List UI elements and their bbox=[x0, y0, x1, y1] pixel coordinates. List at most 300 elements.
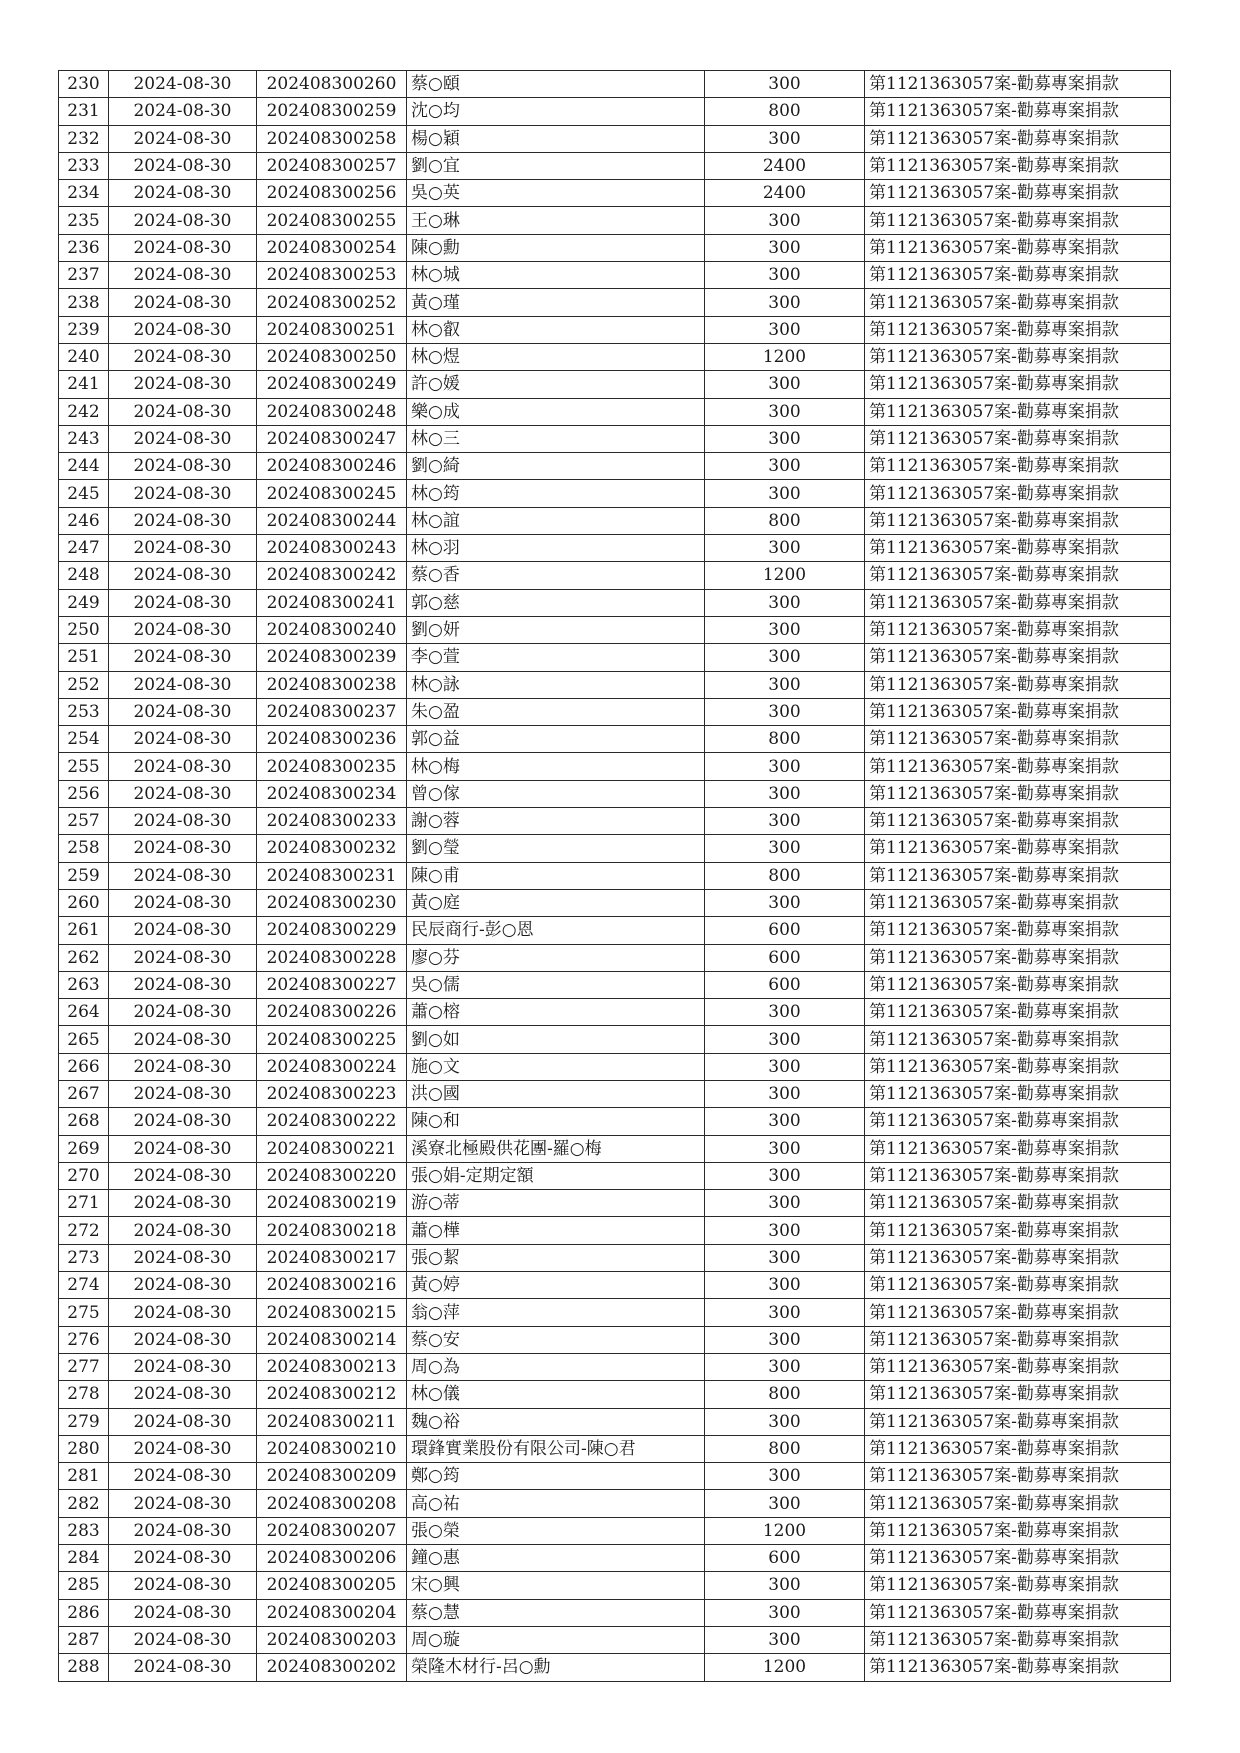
donation-purpose: 第1121363057案-勸募專案捐款 bbox=[865, 1517, 1171, 1544]
row-number: 240 bbox=[59, 343, 109, 370]
row-number: 275 bbox=[59, 1299, 109, 1326]
donation-amount: 600 bbox=[705, 917, 865, 944]
row-number: 232 bbox=[59, 125, 109, 152]
table-row bbox=[59, 1463, 1171, 1490]
donor-name: 郭○慈 bbox=[407, 589, 705, 616]
receipt-number: 202408300241 bbox=[257, 589, 407, 616]
donation-amount: 1200 bbox=[705, 343, 865, 370]
donation-amount: 600 bbox=[705, 1545, 865, 1572]
table-row bbox=[59, 726, 1171, 753]
donation-date: 2024-08-30 bbox=[109, 1135, 257, 1162]
receipt-number: 202408300234 bbox=[257, 780, 407, 807]
row-number: 286 bbox=[59, 1599, 109, 1626]
donation-date: 2024-08-30 bbox=[109, 289, 257, 316]
donation-purpose: 第1121363057案-勸募專案捐款 bbox=[865, 398, 1171, 425]
donation-purpose: 第1121363057案-勸募專案捐款 bbox=[865, 780, 1171, 807]
row-number: 239 bbox=[59, 316, 109, 343]
donor-name: 林○城 bbox=[407, 262, 705, 289]
donation-date: 2024-08-30 bbox=[109, 999, 257, 1026]
donation-date: 2024-08-30 bbox=[109, 589, 257, 616]
table-row bbox=[59, 1353, 1171, 1380]
donation-date: 2024-08-30 bbox=[109, 644, 257, 671]
donation-date: 2024-08-30 bbox=[109, 753, 257, 780]
donation-amount: 1200 bbox=[705, 1517, 865, 1544]
table-row bbox=[59, 398, 1171, 425]
donor-name: 王○琳 bbox=[407, 207, 705, 234]
donation-purpose: 第1121363057案-勸募專案捐款 bbox=[865, 589, 1171, 616]
donation-date: 2024-08-30 bbox=[109, 1599, 257, 1626]
receipt-number: 202408300233 bbox=[257, 808, 407, 835]
donation-amount: 300 bbox=[705, 1108, 865, 1135]
row-number: 270 bbox=[59, 1162, 109, 1189]
donation-date: 2024-08-30 bbox=[109, 780, 257, 807]
table-row bbox=[59, 1053, 1171, 1080]
table-row bbox=[59, 589, 1171, 616]
row-number: 274 bbox=[59, 1272, 109, 1299]
row-number: 257 bbox=[59, 808, 109, 835]
receipt-number: 202408300259 bbox=[257, 98, 407, 125]
donation-date: 2024-08-30 bbox=[109, 698, 257, 725]
table-row bbox=[59, 125, 1171, 152]
table-row bbox=[59, 425, 1171, 452]
donation-date: 2024-08-30 bbox=[109, 671, 257, 698]
receipt-number: 202408300256 bbox=[257, 180, 407, 207]
donor-name: 林○叡 bbox=[407, 316, 705, 343]
donation-purpose: 第1121363057案-勸募專案捐款 bbox=[865, 1244, 1171, 1271]
donor-name: 林○詠 bbox=[407, 671, 705, 698]
receipt-number: 202408300205 bbox=[257, 1572, 407, 1599]
donor-name: 魏○裕 bbox=[407, 1408, 705, 1435]
donor-name: 蔡○香 bbox=[407, 562, 705, 589]
donation-amount: 300 bbox=[705, 234, 865, 261]
donation-date: 2024-08-30 bbox=[109, 562, 257, 589]
donation-amount: 300 bbox=[705, 453, 865, 480]
donation-date: 2024-08-30 bbox=[109, 262, 257, 289]
donation-purpose: 第1121363057案-勸募專案捐款 bbox=[865, 371, 1171, 398]
row-number: 287 bbox=[59, 1626, 109, 1653]
table-row bbox=[59, 234, 1171, 261]
donation-purpose: 第1121363057案-勸募專案捐款 bbox=[865, 753, 1171, 780]
receipt-number: 202408300232 bbox=[257, 835, 407, 862]
row-number: 234 bbox=[59, 180, 109, 207]
table-row bbox=[59, 1108, 1171, 1135]
donation-date: 2024-08-30 bbox=[109, 835, 257, 862]
receipt-number: 202408300222 bbox=[257, 1108, 407, 1135]
donor-name: 陳○和 bbox=[407, 1108, 705, 1135]
donation-amount: 300 bbox=[705, 1353, 865, 1380]
donation-amount: 300 bbox=[705, 1626, 865, 1653]
table-row bbox=[59, 917, 1171, 944]
table-row bbox=[59, 971, 1171, 998]
donation-purpose: 第1121363057案-勸募專案捐款 bbox=[865, 125, 1171, 152]
receipt-number: 202408300221 bbox=[257, 1135, 407, 1162]
donor-name: 鐘○惠 bbox=[407, 1545, 705, 1572]
row-number: 253 bbox=[59, 698, 109, 725]
donor-name: 蕭○榕 bbox=[407, 999, 705, 1026]
receipt-number: 202408300229 bbox=[257, 917, 407, 944]
receipt-number: 202408300257 bbox=[257, 152, 407, 179]
row-number: 255 bbox=[59, 753, 109, 780]
receipt-number: 202408300245 bbox=[257, 480, 407, 507]
donation-amount: 2400 bbox=[705, 152, 865, 179]
receipt-number: 202408300260 bbox=[257, 71, 407, 98]
donor-name: 蕭○樺 bbox=[407, 1217, 705, 1244]
donation-amount: 300 bbox=[705, 1026, 865, 1053]
donor-name: 榮隆木材行-呂○勳 bbox=[407, 1654, 705, 1681]
donation-date: 2024-08-30 bbox=[109, 1572, 257, 1599]
donation-amount: 300 bbox=[705, 262, 865, 289]
donor-name: 劉○宜 bbox=[407, 152, 705, 179]
row-number: 231 bbox=[59, 98, 109, 125]
donation-date: 2024-08-30 bbox=[109, 1244, 257, 1271]
table-row bbox=[59, 835, 1171, 862]
donation-date: 2024-08-30 bbox=[109, 535, 257, 562]
donation-date: 2024-08-30 bbox=[109, 1299, 257, 1326]
donation-date: 2024-08-30 bbox=[109, 1190, 257, 1217]
receipt-number: 202408300239 bbox=[257, 644, 407, 671]
donation-amount: 1200 bbox=[705, 562, 865, 589]
table-row bbox=[59, 1299, 1171, 1326]
donation-date: 2024-08-30 bbox=[109, 1490, 257, 1517]
row-number: 245 bbox=[59, 480, 109, 507]
row-number: 258 bbox=[59, 835, 109, 862]
row-number: 276 bbox=[59, 1326, 109, 1353]
donor-name: 沈○均 bbox=[407, 98, 705, 125]
donation-purpose: 第1121363057案-勸募專案捐款 bbox=[865, 1080, 1171, 1107]
donor-name: 周○璇 bbox=[407, 1626, 705, 1653]
row-number: 230 bbox=[59, 71, 109, 98]
donor-name: 曾○傢 bbox=[407, 780, 705, 807]
row-number: 233 bbox=[59, 152, 109, 179]
table-row bbox=[59, 1326, 1171, 1353]
donation-date: 2024-08-30 bbox=[109, 1053, 257, 1080]
table-row bbox=[59, 480, 1171, 507]
donation-date: 2024-08-30 bbox=[109, 917, 257, 944]
row-number: 284 bbox=[59, 1545, 109, 1572]
donation-purpose: 第1121363057案-勸募專案捐款 bbox=[865, 1217, 1171, 1244]
donation-purpose: 第1121363057案-勸募專案捐款 bbox=[865, 971, 1171, 998]
donation-purpose: 第1121363057案-勸募專案捐款 bbox=[865, 808, 1171, 835]
donation-amount: 300 bbox=[705, 1326, 865, 1353]
donation-date: 2024-08-30 bbox=[109, 343, 257, 370]
donor-name: 朱○盈 bbox=[407, 698, 705, 725]
donation-date: 2024-08-30 bbox=[109, 1381, 257, 1408]
donor-name: 廖○芬 bbox=[407, 944, 705, 971]
donor-name: 林○羽 bbox=[407, 535, 705, 562]
receipt-number: 202408300213 bbox=[257, 1353, 407, 1380]
donation-date: 2024-08-30 bbox=[109, 1272, 257, 1299]
receipt-number: 202408300224 bbox=[257, 1053, 407, 1080]
table-row bbox=[59, 944, 1171, 971]
donation-date: 2024-08-30 bbox=[109, 616, 257, 643]
donation-amount: 800 bbox=[705, 1435, 865, 1462]
receipt-number: 202408300227 bbox=[257, 971, 407, 998]
receipt-number: 202408300207 bbox=[257, 1517, 407, 1544]
row-number: 251 bbox=[59, 644, 109, 671]
donor-name: 鄭○筠 bbox=[407, 1463, 705, 1490]
donation-date: 2024-08-30 bbox=[109, 1545, 257, 1572]
donation-amount: 300 bbox=[705, 1244, 865, 1271]
table-row bbox=[59, 1517, 1171, 1544]
table-row bbox=[59, 616, 1171, 643]
table-row bbox=[59, 1190, 1171, 1217]
donation-amount: 800 bbox=[705, 1381, 865, 1408]
receipt-number: 202408300231 bbox=[257, 862, 407, 889]
donation-date: 2024-08-30 bbox=[109, 425, 257, 452]
table-row bbox=[59, 289, 1171, 316]
donor-name: 劉○瑩 bbox=[407, 835, 705, 862]
donation-date: 2024-08-30 bbox=[109, 862, 257, 889]
receipt-number: 202408300238 bbox=[257, 671, 407, 698]
table-row bbox=[59, 644, 1171, 671]
donation-date: 2024-08-30 bbox=[109, 1353, 257, 1380]
donation-amount: 800 bbox=[705, 726, 865, 753]
donor-name: 宋○興 bbox=[407, 1572, 705, 1599]
donation-purpose: 第1121363057案-勸募專案捐款 bbox=[865, 1326, 1171, 1353]
row-number: 283 bbox=[59, 1517, 109, 1544]
donation-date: 2024-08-30 bbox=[109, 889, 257, 916]
row-number: 241 bbox=[59, 371, 109, 398]
donation-purpose: 第1121363057案-勸募專案捐款 bbox=[865, 889, 1171, 916]
receipt-number: 202408300240 bbox=[257, 616, 407, 643]
donation-date: 2024-08-30 bbox=[109, 180, 257, 207]
donation-purpose: 第1121363057案-勸募專案捐款 bbox=[865, 316, 1171, 343]
donor-name: 樂○成 bbox=[407, 398, 705, 425]
donation-purpose: 第1121363057案-勸募專案捐款 bbox=[865, 1654, 1171, 1681]
table-row bbox=[59, 1162, 1171, 1189]
donation-amount: 300 bbox=[705, 1572, 865, 1599]
table-row bbox=[59, 98, 1171, 125]
row-number: 250 bbox=[59, 616, 109, 643]
donation-purpose: 第1121363057案-勸募專案捐款 bbox=[865, 644, 1171, 671]
row-number: 261 bbox=[59, 917, 109, 944]
receipt-number: 202408300247 bbox=[257, 425, 407, 452]
donation-amount: 2400 bbox=[705, 180, 865, 207]
donation-date: 2024-08-30 bbox=[109, 316, 257, 343]
donation-purpose: 第1121363057案-勸募專案捐款 bbox=[865, 1026, 1171, 1053]
row-number: 288 bbox=[59, 1654, 109, 1681]
donation-purpose: 第1121363057案-勸募專案捐款 bbox=[865, 71, 1171, 98]
receipt-number: 202408300225 bbox=[257, 1026, 407, 1053]
table-row bbox=[59, 1435, 1171, 1462]
row-number: 237 bbox=[59, 262, 109, 289]
row-number: 246 bbox=[59, 507, 109, 534]
donation-amount: 600 bbox=[705, 944, 865, 971]
donation-amount: 300 bbox=[705, 1272, 865, 1299]
donation-amount: 300 bbox=[705, 207, 865, 234]
receipt-number: 202408300212 bbox=[257, 1381, 407, 1408]
donation-purpose: 第1121363057案-勸募專案捐款 bbox=[865, 152, 1171, 179]
table-row bbox=[59, 1026, 1171, 1053]
donation-date: 2024-08-30 bbox=[109, 71, 257, 98]
donation-amount: 300 bbox=[705, 371, 865, 398]
row-number: 278 bbox=[59, 1381, 109, 1408]
donation-amount: 1200 bbox=[705, 1654, 865, 1681]
donation-purpose: 第1121363057案-勸募專案捐款 bbox=[865, 1435, 1171, 1462]
donation-purpose: 第1121363057案-勸募專案捐款 bbox=[865, 616, 1171, 643]
receipt-number: 202408300220 bbox=[257, 1162, 407, 1189]
donation-purpose: 第1121363057案-勸募專案捐款 bbox=[865, 726, 1171, 753]
table-row bbox=[59, 808, 1171, 835]
row-number: 268 bbox=[59, 1108, 109, 1135]
donor-name: 民辰商行-彭○恩 bbox=[407, 917, 705, 944]
row-number: 238 bbox=[59, 289, 109, 316]
row-number: 260 bbox=[59, 889, 109, 916]
donation-date: 2024-08-30 bbox=[109, 1435, 257, 1462]
receipt-number: 202408300255 bbox=[257, 207, 407, 234]
donor-name: 蔡○慧 bbox=[407, 1599, 705, 1626]
receipt-number: 202408300242 bbox=[257, 562, 407, 589]
table-row bbox=[59, 71, 1171, 98]
row-number: 242 bbox=[59, 398, 109, 425]
donation-date: 2024-08-30 bbox=[109, 1080, 257, 1107]
row-number: 280 bbox=[59, 1435, 109, 1462]
donation-date: 2024-08-30 bbox=[109, 152, 257, 179]
donation-date: 2024-08-30 bbox=[109, 507, 257, 534]
donation-amount: 300 bbox=[705, 535, 865, 562]
donor-name: 周○為 bbox=[407, 1353, 705, 1380]
donation-amount: 300 bbox=[705, 1162, 865, 1189]
row-number: 285 bbox=[59, 1572, 109, 1599]
donor-name: 陳○甫 bbox=[407, 862, 705, 889]
donation-amount: 300 bbox=[705, 1190, 865, 1217]
donation-purpose: 第1121363057案-勸募專案捐款 bbox=[865, 1135, 1171, 1162]
donor-name: 林○煜 bbox=[407, 343, 705, 370]
donation-date: 2024-08-30 bbox=[109, 1517, 257, 1544]
receipt-number: 202408300211 bbox=[257, 1408, 407, 1435]
table-row bbox=[59, 316, 1171, 343]
donor-name: 施○文 bbox=[407, 1053, 705, 1080]
donation-amount: 300 bbox=[705, 889, 865, 916]
row-number: 247 bbox=[59, 535, 109, 562]
receipt-number: 202408300237 bbox=[257, 698, 407, 725]
table-row bbox=[59, 1572, 1171, 1599]
receipt-number: 202408300219 bbox=[257, 1190, 407, 1217]
donor-name: 環鋒實業股份有限公司-陳○君 bbox=[407, 1435, 705, 1462]
table-row bbox=[59, 1272, 1171, 1299]
table-row bbox=[59, 862, 1171, 889]
row-number: 256 bbox=[59, 780, 109, 807]
donation-date: 2024-08-30 bbox=[109, 453, 257, 480]
donation-amount: 300 bbox=[705, 125, 865, 152]
donation-amount: 300 bbox=[705, 1135, 865, 1162]
donation-date: 2024-08-30 bbox=[109, 371, 257, 398]
donation-purpose: 第1121363057案-勸募專案捐款 bbox=[865, 507, 1171, 534]
table-row bbox=[59, 1381, 1171, 1408]
donor-name: 黃○婷 bbox=[407, 1272, 705, 1299]
donation-amount: 300 bbox=[705, 1408, 865, 1435]
donation-date: 2024-08-30 bbox=[109, 1108, 257, 1135]
donor-name: 高○祐 bbox=[407, 1490, 705, 1517]
receipt-number: 202408300228 bbox=[257, 944, 407, 971]
donation-amount: 300 bbox=[705, 1490, 865, 1517]
donation-date: 2024-08-30 bbox=[109, 1408, 257, 1435]
row-number: 264 bbox=[59, 999, 109, 1026]
donor-name: 張○榮 bbox=[407, 1517, 705, 1544]
row-number: 236 bbox=[59, 234, 109, 261]
donation-purpose: 第1121363057案-勸募專案捐款 bbox=[865, 1108, 1171, 1135]
donor-name: 劉○如 bbox=[407, 1026, 705, 1053]
receipt-number: 202408300253 bbox=[257, 262, 407, 289]
table-row bbox=[59, 1599, 1171, 1626]
donation-amount: 300 bbox=[705, 753, 865, 780]
donation-amount: 300 bbox=[705, 1053, 865, 1080]
row-number: 271 bbox=[59, 1190, 109, 1217]
donation-amount: 800 bbox=[705, 862, 865, 889]
receipt-number: 202408300252 bbox=[257, 289, 407, 316]
table-row bbox=[59, 1080, 1171, 1107]
table-row bbox=[59, 1545, 1171, 1572]
row-number: 259 bbox=[59, 862, 109, 889]
row-number: 272 bbox=[59, 1217, 109, 1244]
donation-date: 2024-08-30 bbox=[109, 480, 257, 507]
donation-date: 2024-08-30 bbox=[109, 1326, 257, 1353]
receipt-number: 202408300204 bbox=[257, 1599, 407, 1626]
receipt-number: 202408300248 bbox=[257, 398, 407, 425]
table-row bbox=[59, 1490, 1171, 1517]
donor-name: 林○誼 bbox=[407, 507, 705, 534]
table-row bbox=[59, 1654, 1171, 1681]
donation-purpose: 第1121363057案-勸募專案捐款 bbox=[865, 1572, 1171, 1599]
table-row bbox=[59, 453, 1171, 480]
table-row bbox=[59, 1217, 1171, 1244]
donor-name: 吳○儒 bbox=[407, 971, 705, 998]
receipt-number: 202408300209 bbox=[257, 1463, 407, 1490]
receipt-number: 202408300250 bbox=[257, 343, 407, 370]
donor-name: 蔡○頤 bbox=[407, 71, 705, 98]
donation-purpose: 第1121363057案-勸募專案捐款 bbox=[865, 1299, 1171, 1326]
donation-purpose: 第1121363057案-勸募專案捐款 bbox=[865, 944, 1171, 971]
donation-purpose: 第1121363057案-勸募專案捐款 bbox=[865, 1053, 1171, 1080]
donor-name: 黃○瑾 bbox=[407, 289, 705, 316]
donation-date: 2024-08-30 bbox=[109, 98, 257, 125]
donation-purpose: 第1121363057案-勸募專案捐款 bbox=[865, 1272, 1171, 1299]
row-number: 266 bbox=[59, 1053, 109, 1080]
receipt-number: 202408300206 bbox=[257, 1545, 407, 1572]
donation-amount: 300 bbox=[705, 316, 865, 343]
donation-date: 2024-08-30 bbox=[109, 971, 257, 998]
table-row bbox=[59, 207, 1171, 234]
donation-date: 2024-08-30 bbox=[109, 207, 257, 234]
donor-name: 劉○妍 bbox=[407, 616, 705, 643]
donation-purpose: 第1121363057案-勸募專案捐款 bbox=[865, 480, 1171, 507]
receipt-number: 202408300249 bbox=[257, 371, 407, 398]
row-number: 254 bbox=[59, 726, 109, 753]
receipt-number: 202408300243 bbox=[257, 535, 407, 562]
donation-purpose: 第1121363057案-勸募專案捐款 bbox=[865, 234, 1171, 261]
donation-purpose: 第1121363057案-勸募專案捐款 bbox=[865, 262, 1171, 289]
donation-purpose: 第1121363057案-勸募專案捐款 bbox=[865, 671, 1171, 698]
donation-date: 2024-08-30 bbox=[109, 808, 257, 835]
row-number: 244 bbox=[59, 453, 109, 480]
donation-date: 2024-08-30 bbox=[109, 1217, 257, 1244]
row-number: 269 bbox=[59, 1135, 109, 1162]
table-row bbox=[59, 180, 1171, 207]
table-row bbox=[59, 152, 1171, 179]
receipt-number: 202408300217 bbox=[257, 1244, 407, 1271]
table-row bbox=[59, 753, 1171, 780]
donation-purpose: 第1121363057案-勸募專案捐款 bbox=[865, 999, 1171, 1026]
donation-purpose: 第1121363057案-勸募專案捐款 bbox=[865, 343, 1171, 370]
donation-purpose: 第1121363057案-勸募專案捐款 bbox=[865, 1408, 1171, 1435]
receipt-number: 202408300202 bbox=[257, 1654, 407, 1681]
row-number: 262 bbox=[59, 944, 109, 971]
row-number: 282 bbox=[59, 1490, 109, 1517]
donation-date: 2024-08-30 bbox=[109, 1162, 257, 1189]
receipt-number: 202408300246 bbox=[257, 453, 407, 480]
donor-name: 林○三 bbox=[407, 425, 705, 452]
donor-name: 李○萱 bbox=[407, 644, 705, 671]
